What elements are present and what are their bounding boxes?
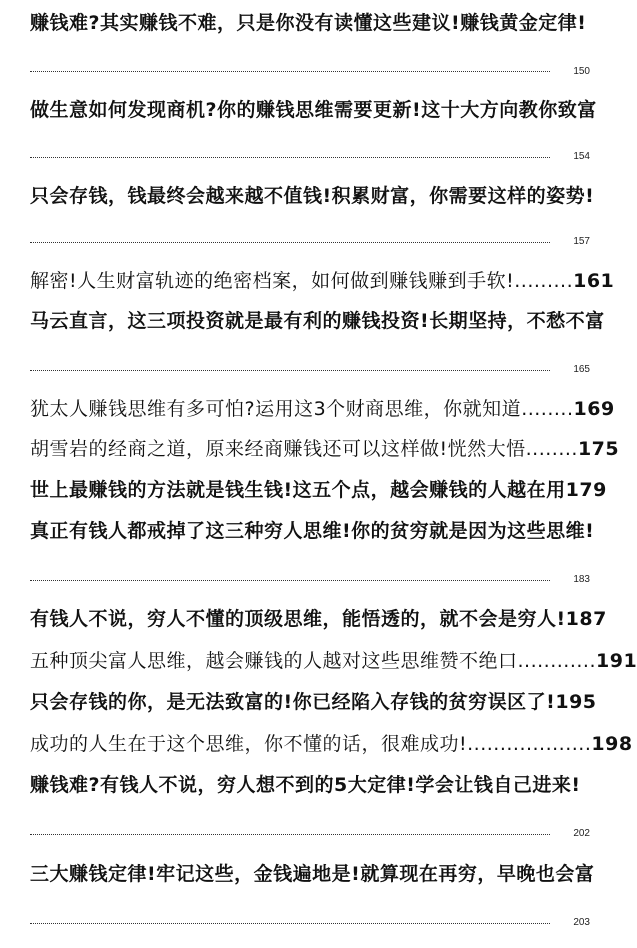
- toc-entry: [30, 396, 615, 422]
- leader-dots: [30, 242, 550, 243]
- toc-page-number: 195: [555, 691, 597, 713]
- leader-dots: [30, 157, 550, 158]
- toc-page-number: 154: [573, 151, 590, 162]
- toc-page-number: 165: [573, 364, 590, 375]
- toc-entry-title: 有钱人不说，穷人不懂的顶级思维，能悟透的，就不会是穷人!: [30, 608, 566, 630]
- leader-dots: [30, 370, 550, 371]
- toc-entry: [30, 477, 607, 503]
- toc-entry-title: 真正有钱人都戒掉了这三种穷人思维!你的贫穷就是因为这些思维!: [30, 520, 595, 542]
- toc-entry-title: 犹太人赚钱思维有多可怕?运用这3个财商思维，你就知道: [30, 398, 522, 420]
- leader-dots: .........: [514, 270, 574, 292]
- toc-entry-title: 三大赚钱定律!牢记这些，金钱遍地是!就算现在再穷，早晚也会富: [30, 863, 595, 885]
- leader-dots: ...................: [467, 733, 592, 755]
- toc-entry: [30, 606, 607, 632]
- toc-entry-title: 只会存钱，钱最终会越来越不值钱!积累财富，你需要这样的姿势!: [30, 185, 595, 207]
- toc-page-number: 202: [573, 828, 590, 839]
- toc-page-number: 198: [591, 733, 633, 755]
- toc-entry-title: 赚钱难?其实赚钱不难，只是你没有读懂这些建议!赚钱黄金定律!: [30, 12, 587, 34]
- toc-entry-title: 马云直言，这三项投资就是最有利的赚钱投资!长期坚持，不愁不富: [30, 310, 605, 332]
- toc-entry-title: 做生意如何发现商机?你的赚钱思维需要更新!这十大方向教你致富: [30, 99, 597, 121]
- toc-entry-title: 五种顶尖富人思维，越会赚钱的人越对这些思维赞不绝口: [30, 650, 518, 672]
- leader-dots: [30, 580, 550, 581]
- toc-page-number: 191: [596, 650, 637, 672]
- leader-dots: ........: [521, 398, 574, 420]
- toc-entry-title: 解密!人生财富轨迹的绝密档案，如何做到赚钱赚到手软!: [30, 270, 515, 292]
- toc-entry-title: 成功的人生在于这个思维，你不懂的话，很难成功!: [30, 733, 468, 755]
- leader-dots: ............: [517, 650, 596, 672]
- toc-page-number: 187: [565, 608, 607, 630]
- toc-page-number: 169: [573, 398, 615, 420]
- toc-page-number: 150: [573, 66, 590, 77]
- toc-page-number: 183: [573, 574, 590, 585]
- leader-dots: ........: [525, 438, 578, 460]
- toc-page-number: 179: [565, 479, 607, 501]
- toc-entry: [30, 689, 596, 715]
- toc-entry-title: 世上最赚钱的方法就是钱生钱!这五个点，越会赚钱的人越在用: [30, 479, 566, 501]
- toc-entry-title: 只会存钱的你，是无法致富的!你已经陷入存钱的贫穷误区了!: [30, 691, 556, 713]
- leader-dots: [30, 923, 550, 924]
- toc-page-number: 175: [577, 438, 620, 460]
- toc-entry-title: 胡雪岩的经商之道，原来经商赚钱还可以这样做!恍然大悟: [30, 438, 526, 460]
- toc-page-number: 157: [573, 236, 590, 247]
- toc-entry-title: 赚钱难?有钱人不说，穷人想不到的5大定律!学会让钱自己进来!: [30, 774, 581, 796]
- leader-dots: [30, 71, 550, 72]
- toc-entry: [30, 436, 620, 462]
- toc-entry: [30, 268, 615, 294]
- toc-entry: [30, 731, 633, 757]
- toc-page-number: 161: [573, 270, 615, 292]
- toc-page-number: 203: [573, 917, 590, 928]
- leader-dots: [30, 834, 550, 835]
- toc-entry: [30, 648, 637, 674]
